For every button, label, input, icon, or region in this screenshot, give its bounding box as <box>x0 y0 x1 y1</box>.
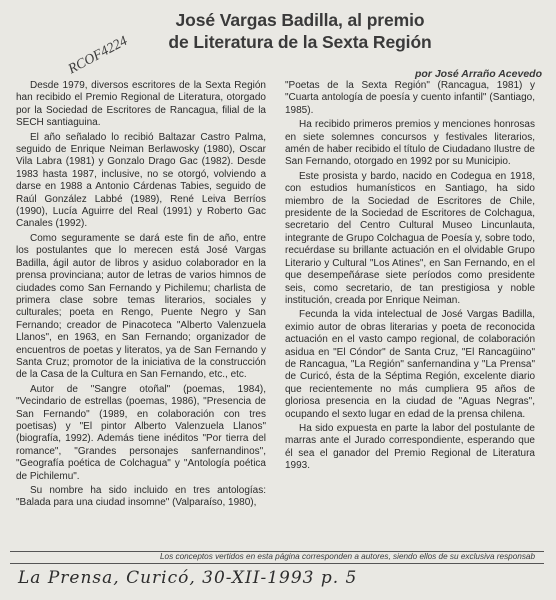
article-title-line-1: José Vargas Badilla, al premio <box>175 10 425 30</box>
footer-disclaimer: Los conceptos vertidos en esta página corresponden a autores, siendo ellos de su exclusiva responsab <box>160 552 536 561</box>
paragraph: Autor de "Sangre otoñal" (poemas, 1984), "Vecindario de estrellas (poemas, 1986), "Presencia de San Fernando" (1989, en colaboración con tres poetisas) y "El pintor Alberto Valenzuela Llanos" (biografía, 1992). Además tiene inéditos "Por tierra del romance", "Grandes personajes sanfernandinos", "Geografía poética de Colchagua" y "Antología poética de Pichilemu". <box>16 383 266 482</box>
article-title-line-2: de Literatura de la Sexta Región <box>168 32 432 52</box>
paragraph: Desde 1979, diversos escritores de la Sexta Región han recibido el Premio Regional de Literatura, otorgado por la Sociedad de Escritores de Rancagua, filial de la SECH santiaguina. <box>16 80 266 129</box>
paragraph: Fecunda la vida intelectual de José Vargas Badilla, eximio autor de obras literarias y poeta de reconocida actuación en el vasto campo regional, de colaboración asidua en "El Cóndor" de Santa Cruz, "El Rancagüino" de Rancagua, "La Región" sanfernandina y "La Prensa" de Curicó, ésta de la Séptima Región, excelente diario que recientemente no más cumpliera 95 años de gloriosa presencia en la ciudad de "Aguas Negras", ocupando el sexto lugar en edad de la prensa chilena. <box>285 309 535 420</box>
byline: por José Arraño Acevedo <box>414 68 542 80</box>
paragraph: El año señalado lo recibió Baltazar Castro Palma, seguido de Enrique Neiman Berlawosky (1980), Oscar Vila Labra (1981) y Gonzalo Drago Gac (1982). Desde 1983 hasta 1987, inclusive, no se otorgó, volviendo a darse en 1988 a Antonio Cárdenas Tabies, seguido de Raúl González Labbé (1989), René Leiva Berríos (1990), Lucía Aguirre del Real (1991) y Roberto Gac Canales (1992). <box>16 131 266 230</box>
paragraph: Ha recibido primeros premios y menciones honrosas en siete solemnes concursos y festivales literarios, amén de haber recibido el título de Ciudadano Ilustre de San Fernando, otorgado en 1992 por su Municipio. <box>285 119 535 168</box>
paragraph: Su nombre ha sido incluido en tres antologías: "Balada para una ciudad insomne" (Valparaíso, 1980), <box>16 485 266 509</box>
paragraph: Este prosista y bardo, nacido en Codegua en 1918, con estudios humanísticos en Santiago, ha sido miembro de la Sociedad de Escritores de Chile, presidente de la Sociedad de Escritores de Colchagua, secretario del Centro Cultural Museo Lincunlauta, integrante de Grupo Colchagua de Poesía y, sobre todo, recuérdase su brillante actuación en el olvidable Grupo Literario y Cultural "Los Atines", en San Fernando, en el que desempeñárase siete períodos como presidente seis, como secretario, de tan prestigiosa y noble institución, creada por Enrique Neiman. <box>285 170 535 306</box>
right-column <box>285 80 535 475</box>
paragraph: Como seguramente se dará este fin de año, entre los postulantes que lo merecen está José Vargas Badilla, ágil autor de libros y asiduo colaborador en la prensa provinciana; autor de letras de varios himnos de ciudades como San Fernando y Pichilemu; charlista de primera clase sobre temas literarios, sociales y culturales; poeta en Rengo, Puente Negro y San Fernando; creador de Pinacoteca "Alberto Valenzuela Llanos", en 1963, en San Fernando; organizador de encuentros de poetas y literatos, ya de San Fernando y Santa Cruz; promotor de la iniciativa de la construcción de la Casa de la Cultura en San Fernando, etc., etc. <box>16 232 266 381</box>
paragraph: Ha sido expuesta en parte la labor del postulante de marras ante el Jurado correspondiente, esperando que él sea el ganador del Premio Regional de Literatura 1993. <box>285 422 535 472</box>
footer-rule-bottom <box>10 563 544 564</box>
handwritten-source-note: La Prensa, Curicó, 30-XII-1993 p. 5 <box>18 568 358 588</box>
archive-stamp: RCOF4224 <box>66 33 131 78</box>
paragraph: "Poetas de la Sexta Región" (Rancagua, 1981) y "Cuarta antología de poesía y cuento infantil" (Santiago, 1985). <box>285 80 535 116</box>
left-column <box>16 80 266 512</box>
